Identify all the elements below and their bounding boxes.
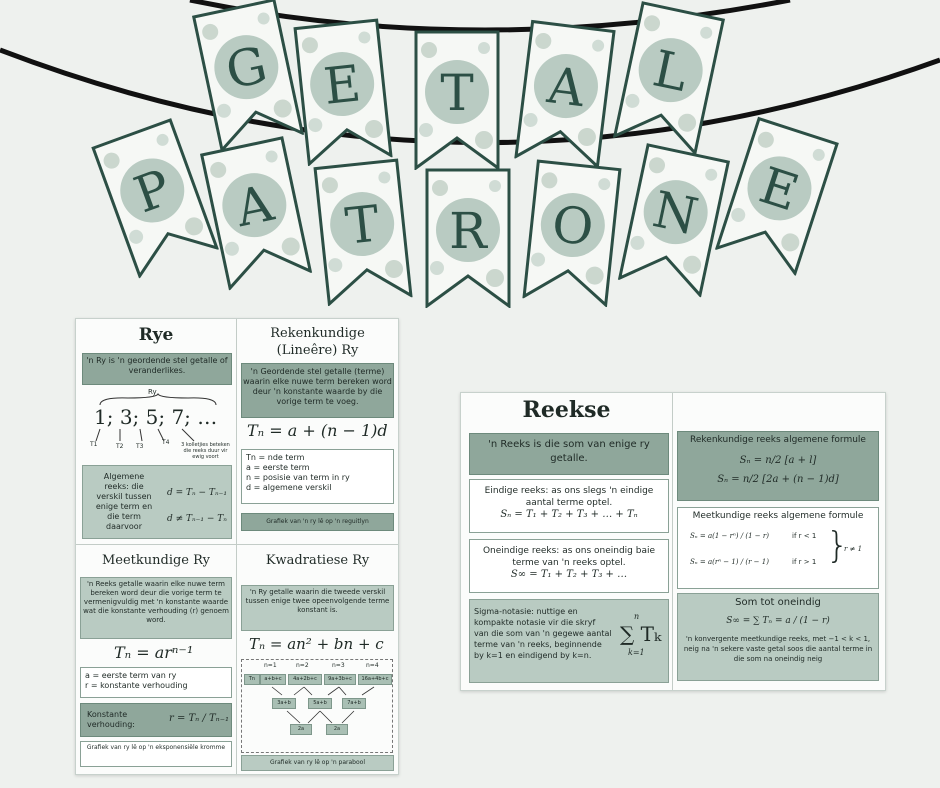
n1-label: n=1 xyxy=(264,662,277,669)
meet-formula-box xyxy=(677,507,879,589)
kwadraties-title: Kwadratiese Ry xyxy=(265,553,370,568)
dd1-cell: 2a xyxy=(290,724,312,735)
term-t3: T3 xyxy=(136,443,144,450)
n2-label: n=2 xyxy=(296,662,309,669)
d3-cell: 7a+b xyxy=(342,698,366,709)
flag-letter: T xyxy=(342,194,382,256)
oneindig-box xyxy=(469,539,669,593)
legend-n: n = posisie van term in ry xyxy=(246,473,350,482)
kwadraties-formula: Tₙ = an² + bn + c xyxy=(249,635,384,653)
bunting-flag xyxy=(313,158,413,306)
som-formula: S∞ = ∑ Tₙ = a / (1 − r) xyxy=(726,616,830,626)
eindig-formula: Sₙ = T₁ + T₂ + T₃ + … + Tₙ xyxy=(500,509,638,520)
brace-label: Ry xyxy=(148,388,157,396)
meetkundig-title: Meetkundige Ry xyxy=(101,553,211,568)
difference-arrows xyxy=(242,685,392,745)
flag-letter: A xyxy=(230,174,279,239)
sigma-box xyxy=(469,599,669,683)
rek-formula-title: Rekenkundige reeks algemene formule xyxy=(690,435,866,445)
som-box xyxy=(677,593,879,681)
eindig-box xyxy=(469,479,669,533)
n3-label: n=3 xyxy=(332,662,345,669)
d2-cell: 5a+b xyxy=(308,698,332,709)
reekse-definition: 'n Reeks is die som van enige ry getalle. xyxy=(469,433,669,475)
meet-cond-1: if r < 1 xyxy=(792,532,817,540)
oneindig-formula: S∞ = T₁ + T₂ + T₃ + … xyxy=(510,569,628,580)
term-t4: T4 xyxy=(162,439,170,446)
rye-sequence: 1; 3; 5; 7; … xyxy=(94,405,218,429)
diff-formula: d = Tₙ − Tₙ₋₁ xyxy=(167,488,227,498)
legend-tn: Tn = nde term xyxy=(246,453,305,462)
bunting-flag xyxy=(414,30,500,170)
kwadraties-section xyxy=(237,545,398,774)
oneindig-text: Oneindige reeks: as ons oneindig baie terme van 'n reeks optel. xyxy=(482,546,656,568)
som-title: Som tot oneindig xyxy=(735,597,821,608)
kwadraties-definition: 'n Ry getalle waarin die tweede verskil tussen enige twee opeenvolgende terme konstant is. xyxy=(241,585,394,631)
rekenkundig-formula: Tₙ = a + (n − 1)d xyxy=(247,421,388,440)
tn-label: Tn xyxy=(244,674,260,685)
term-t1: T1 xyxy=(90,441,98,448)
legend-a2: a = eerste term van ry xyxy=(85,671,177,680)
flag-letter: G xyxy=(220,35,273,101)
sigma-text: Sigma-notasie: nuttige en kompakte notasie vir die skryf van die som van 'n gegewe aantal terme van 'n reeks, beginnende by k=1 en eindigend by k=n. xyxy=(474,607,612,660)
flag-letter: N xyxy=(648,180,703,247)
general-box xyxy=(82,465,232,539)
rek-formula-box xyxy=(677,431,879,501)
meetkundig-legend xyxy=(80,667,232,698)
flag-letter: T xyxy=(440,64,474,122)
flag-letter: E xyxy=(321,54,364,116)
ratio-label: Konstante verhouding: xyxy=(87,710,135,729)
t2-cell: 4a+2b+c xyxy=(288,674,322,685)
rekenkundig-section xyxy=(237,319,398,544)
rekenkundig-definition: 'n Geordende stel getalle (terme) waarin elke nuwe term bereken word deur 'n konstante waarde by die vorige term te voeg. xyxy=(241,363,394,418)
brace-right-icon: } xyxy=(826,525,849,566)
t1-cell: a+b+c xyxy=(260,674,286,685)
dots-note: 3 kolletjies beteken die reeks duur vir ewig voort xyxy=(181,442,230,460)
meet-cond: r ≠ 1 xyxy=(844,545,863,553)
t4-cell: 16a+4b+c xyxy=(358,674,392,685)
sigma-formula: ∑ Tₖ xyxy=(620,622,662,646)
general-label: Algemene reeks: die verskil tussen enige term en die term daarvoor xyxy=(95,472,153,531)
kwadraties-graph-note: Grafiek van ry lê op 'n parabool xyxy=(241,755,394,771)
rye-section xyxy=(76,319,236,544)
rye-definition: 'n Ry is 'n geordende stel getalle of veranderlikes. xyxy=(82,353,232,385)
bunting-flag xyxy=(425,168,511,308)
flag-letter: E xyxy=(752,156,806,223)
sigma-bottom: k=1 xyxy=(628,648,645,657)
flag-letter: R xyxy=(449,202,487,260)
rye-title: Rye xyxy=(138,325,174,345)
not-diff-formula: d ≠ Tₙ₋₁ − Tₙ xyxy=(167,514,227,524)
legend-r: r = konstante verhouding xyxy=(85,681,188,690)
legend-d: d = algemene verskil xyxy=(246,483,332,492)
poster-reekse xyxy=(460,392,886,691)
sigma-top: n xyxy=(634,612,640,621)
bunting-flag xyxy=(522,159,622,307)
meetkundig-section xyxy=(76,545,236,774)
flag-letter: L xyxy=(648,39,693,103)
d1-cell: 3a+b xyxy=(272,698,296,709)
bunting-flag xyxy=(514,19,616,168)
eindig-text: Eindige reeks: as ons slegs 'n eindige aantal terme optel. xyxy=(484,486,654,508)
rekenkundig-title: Rekenkundige (Lineêre) Ry xyxy=(270,326,365,358)
flag-letter: O xyxy=(549,195,597,258)
n4-label: n=4 xyxy=(366,662,379,669)
meet-cond-2: if r > 1 xyxy=(792,558,817,566)
rekenkundig-graph-note: Grafiek van 'n ry lê op 'n reguitlyn xyxy=(241,513,394,531)
som-text: 'n konvergente meetkundige reeks, met −1 < k < 1, neig na 'n sekere vaste getal soos die aantal terme in die som na oneindig neig xyxy=(683,635,873,663)
meet-formula-title: Meetkundige reeks algemene formule xyxy=(692,511,864,521)
difference-table xyxy=(241,659,393,753)
flag-letter: A xyxy=(544,56,588,119)
meetkundig-formula: Tₙ = arⁿ⁻¹ xyxy=(114,643,194,662)
ratio-formula: r = Tₙ / Tₙ₋₁ xyxy=(169,713,229,724)
rek-formula-2: Sₙ = n/2 [2a + (n − 1)d] xyxy=(717,474,839,485)
poster-rye xyxy=(75,318,399,775)
flag-letter: P xyxy=(126,158,179,225)
meetkundig-graph-note: Grafiek van ry lê op 'n eksponensiële kromme xyxy=(80,741,232,767)
rek-formula-1: Sₙ = n/2 [a + l] xyxy=(739,455,817,466)
meet-formula-1: Sₙ = a(1 − rⁿ) / (1 − r) xyxy=(690,532,769,540)
dd2-cell: 2a xyxy=(326,724,348,735)
reekse-title: Reekse xyxy=(522,397,611,423)
meetkundig-definition: 'n Reeks getalle waarin elke nuwe term bereken word deur die vorige term te vermenigvuldig met 'n konstante waarde wat die konstante verhouding (r) genoem word. xyxy=(80,577,232,639)
ratio-box xyxy=(80,703,232,737)
bunting-flag xyxy=(293,18,393,166)
rekenkundig-legend xyxy=(241,449,394,504)
t3-cell: 9a+3b+c xyxy=(324,674,356,685)
term-t2: T2 xyxy=(116,443,124,450)
legend-a: a = eerste term xyxy=(246,463,310,472)
meet-formula-2: Sₙ = a(rⁿ − 1) / (r − 1) xyxy=(690,558,769,566)
